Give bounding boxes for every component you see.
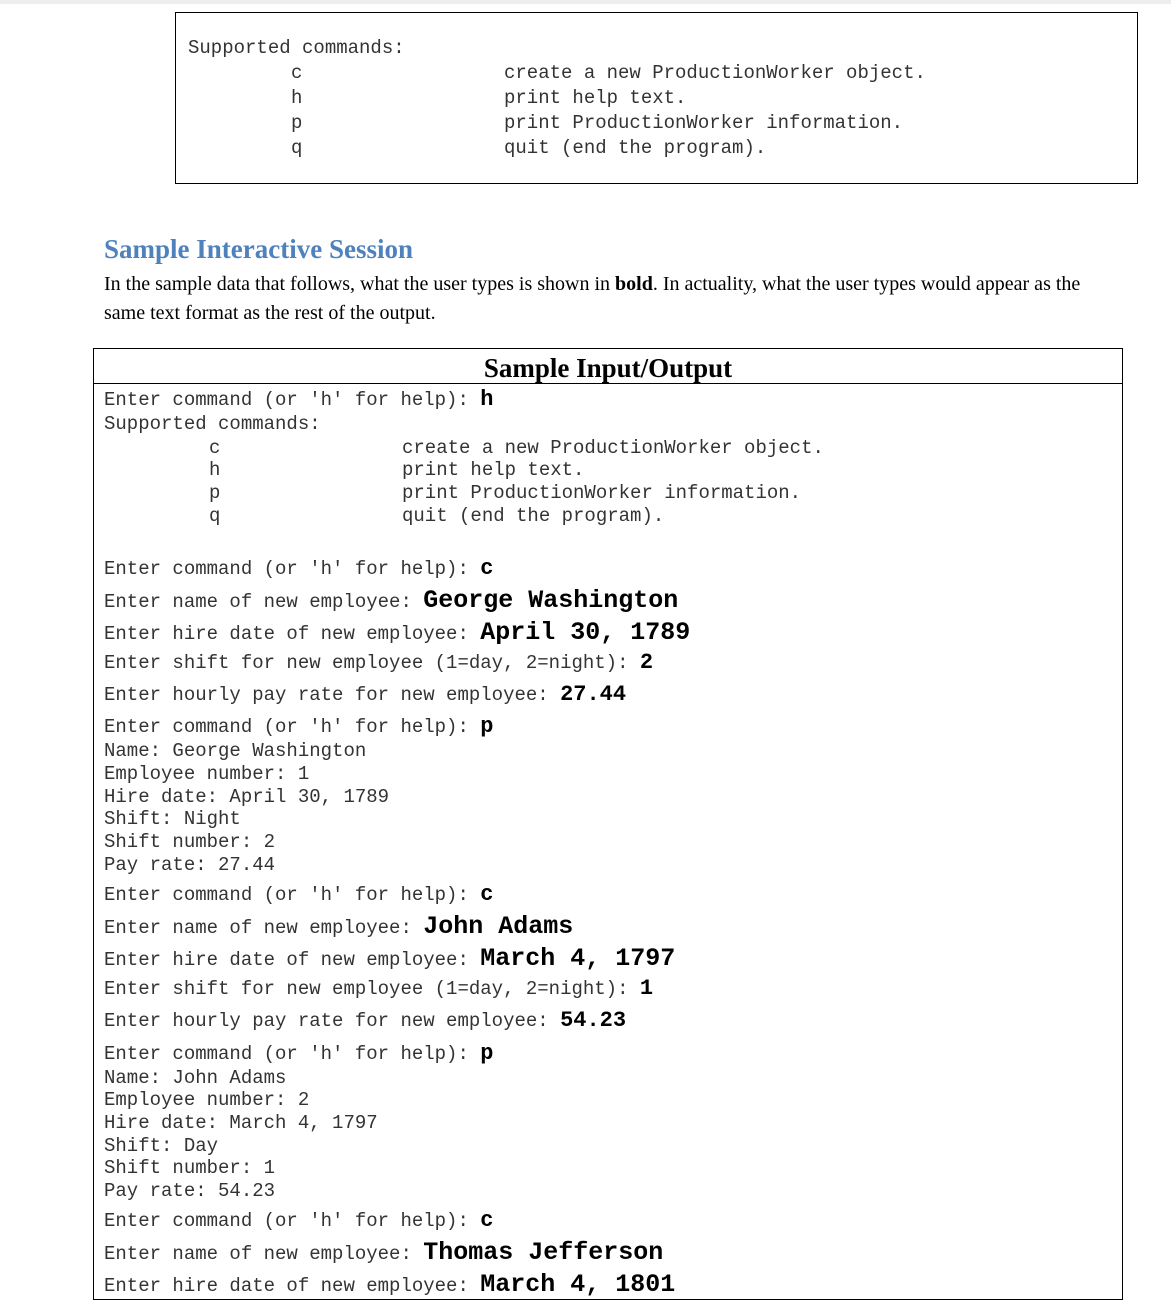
prompt: Enter hourly pay rate for new employee: bbox=[104, 684, 561, 706]
prompt: Enter command (or 'h' for help): bbox=[104, 1043, 481, 1065]
user-input: March 4, 1797 bbox=[480, 944, 676, 973]
prompt: Enter command (or 'h' for help): bbox=[104, 558, 481, 580]
para-text: In the sample data that follows, what the user types is shown in bbox=[104, 273, 616, 295]
user-input: 27.44 bbox=[560, 682, 627, 707]
help-desc: print help text. bbox=[504, 87, 687, 109]
help-key: p bbox=[291, 112, 303, 134]
help-key: h bbox=[209, 459, 221, 481]
para-bold: bold bbox=[615, 273, 653, 295]
user-input: c bbox=[480, 882, 494, 907]
help-text-box bbox=[175, 12, 1138, 184]
io-line bbox=[104, 1270, 675, 1299]
user-input: 1 bbox=[639, 976, 654, 1001]
io-line bbox=[104, 1008, 626, 1033]
prompt: Enter hire date of new employee: bbox=[104, 623, 481, 645]
output-line: Shift number: 2 bbox=[104, 831, 276, 853]
io-line bbox=[104, 1238, 663, 1267]
io-line bbox=[104, 586, 678, 615]
output-line: Name: George Washington bbox=[104, 740, 367, 762]
help-key: q bbox=[209, 505, 221, 527]
prompt: Enter name of new employee: bbox=[104, 917, 424, 939]
sample-io-title: Sample Input/Output bbox=[94, 349, 1122, 384]
para-text: . In actuality, what the user types would appear as the same text format as the rest of the output. bbox=[104, 273, 1081, 324]
io-line bbox=[104, 618, 690, 647]
output-line: Hire date: April 30, 1789 bbox=[104, 786, 390, 808]
output-line: Shift: Day bbox=[104, 1135, 219, 1157]
prompt: Enter command (or 'h' for help): bbox=[104, 1210, 481, 1232]
sample-io-box bbox=[93, 348, 1123, 1300]
user-input: c bbox=[480, 1208, 494, 1233]
user-input: h bbox=[480, 387, 494, 412]
help-key: p bbox=[209, 482, 221, 504]
io-line bbox=[104, 1208, 493, 1233]
io-line bbox=[104, 882, 493, 907]
help-desc: print help text. bbox=[402, 459, 585, 481]
output-line: Hire date: March 4, 1797 bbox=[104, 1112, 378, 1134]
output-line: Pay rate: 27.44 bbox=[104, 854, 276, 876]
prompt: Enter hire date of new employee: bbox=[104, 949, 481, 971]
io-line bbox=[104, 387, 493, 412]
prompt: Enter command (or 'h' for help): bbox=[104, 884, 481, 906]
user-input: John Adams bbox=[423, 912, 574, 941]
prompt: Enter hire date of new employee: bbox=[104, 1275, 481, 1297]
output-line: Employee number: 1 bbox=[104, 763, 310, 785]
user-input: George Washington bbox=[423, 586, 679, 615]
section-paragraph bbox=[104, 270, 1104, 328]
help-desc: print ProductionWorker information. bbox=[504, 112, 904, 134]
top-rule bbox=[0, 0, 1171, 4]
io-line bbox=[104, 650, 653, 675]
help-desc: create a new ProductionWorker object. bbox=[504, 62, 926, 84]
output-line: Pay rate: 54.23 bbox=[104, 1180, 276, 1202]
help-key: c bbox=[291, 62, 303, 84]
io-line bbox=[104, 714, 493, 739]
prompt: Enter name of new employee: bbox=[104, 591, 424, 613]
output-line: Shift number: 1 bbox=[104, 1157, 276, 1179]
help-key: h bbox=[291, 87, 303, 109]
io-line bbox=[104, 682, 626, 707]
output-line: Name: John Adams bbox=[104, 1067, 287, 1089]
prompt: Enter command (or 'h' for help): bbox=[104, 389, 481, 411]
user-input: p bbox=[480, 1041, 494, 1066]
output-line: Employee number: 2 bbox=[104, 1089, 310, 1111]
prompt: Enter command (or 'h' for help): bbox=[104, 716, 481, 738]
output-line: Shift: Night bbox=[104, 808, 241, 830]
help-header: Supported commands: bbox=[188, 37, 405, 59]
help-key: q bbox=[291, 137, 303, 159]
user-input: 2 bbox=[639, 650, 654, 675]
user-input: March 4, 1801 bbox=[480, 1270, 676, 1299]
user-input: 54.23 bbox=[560, 1008, 627, 1033]
io-line bbox=[104, 1041, 493, 1066]
prompt: Enter hourly pay rate for new employee: bbox=[104, 1010, 561, 1032]
help-desc: quit (end the program). bbox=[504, 137, 767, 159]
prompt: Enter name of new employee: bbox=[104, 1243, 424, 1265]
help-desc: quit (end the program). bbox=[402, 505, 665, 527]
help-desc: create a new ProductionWorker object. bbox=[402, 437, 824, 459]
user-input: c bbox=[480, 556, 494, 581]
help-key: c bbox=[209, 437, 221, 459]
io-line bbox=[104, 556, 493, 581]
help-desc: print ProductionWorker information. bbox=[402, 482, 802, 504]
io-line bbox=[104, 912, 573, 941]
user-input: Thomas Jefferson bbox=[423, 1238, 664, 1267]
io-line bbox=[104, 976, 653, 1001]
prompt: Enter shift for new employee (1=day, 2=night): bbox=[104, 978, 640, 1000]
io-line: Supported commands: bbox=[104, 413, 321, 435]
io-line bbox=[104, 944, 675, 973]
section-heading: Sample Interactive Session bbox=[104, 234, 413, 264]
user-input: p bbox=[480, 714, 494, 739]
user-input: April 30, 1789 bbox=[480, 618, 691, 647]
prompt: Enter shift for new employee (1=day, 2=night): bbox=[104, 652, 640, 674]
